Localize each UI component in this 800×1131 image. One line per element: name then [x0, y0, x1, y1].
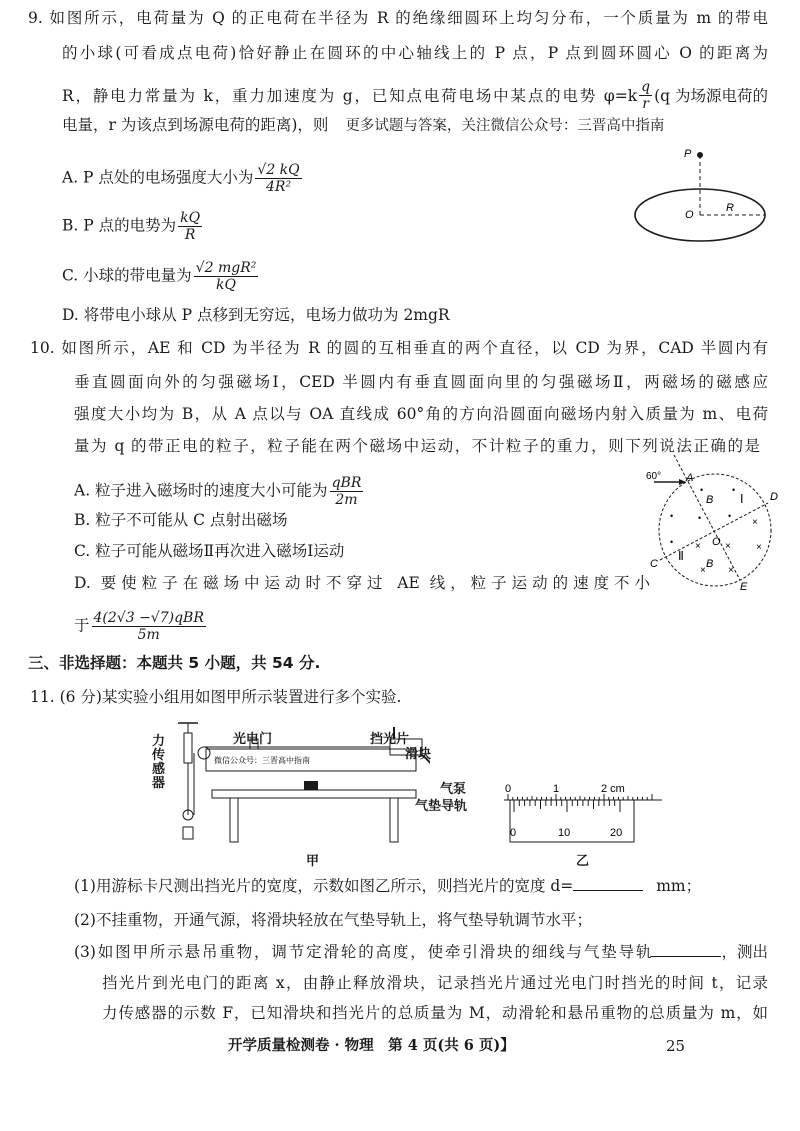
svg-text:•: • — [698, 513, 702, 523]
option-text: A. P 点处的电场强度大小为 — [62, 168, 254, 187]
rail-watermark: 微信公众号：三晋高中指南 — [214, 756, 310, 765]
label-c: C — [650, 558, 658, 570]
option-text: B. P 点的电势为 — [62, 216, 177, 235]
frac-den: 5m — [137, 627, 160, 643]
q10-line-2: 垂直圆面向外的匀强磁场Ⅰ，CED 半圆内有垂直圆面向里的匀强磁场Ⅱ，两磁场的磁感应 — [74, 373, 768, 391]
q10-option-d-cont — [74, 610, 208, 643]
arrow-head — [679, 479, 686, 485]
label-d: D — [770, 491, 778, 503]
unit-mm: mm； — [656, 877, 702, 895]
vernier-tick-label-10: 10 — [558, 827, 571, 839]
frac-den: 2m — [335, 492, 358, 508]
label-b1: B — [706, 494, 714, 506]
main-tick-label-2: 2 cm — [601, 783, 625, 795]
caption-yi: 乙 — [576, 854, 590, 869]
label-r: R — [726, 202, 734, 214]
main-tick-label-0: 0 — [505, 783, 512, 795]
q10-line-3: 强度大小均为 B，从 A 点以与 OA 直线成 60°角的方向沿圆面向磁场内射入质量为 m、电荷 — [74, 405, 768, 423]
table-leg-left — [230, 798, 238, 842]
ring-figure — [630, 145, 780, 245]
svg-text:×: × — [752, 517, 758, 528]
q10-option-c: C. 粒子可能从磁场Ⅱ再次进入磁场Ⅰ运动 — [74, 542, 345, 560]
part-text: (3)如图甲所示悬吊重物，调节定滑轮的高度，使牵引滑块的细线与气垫导轨 — [74, 943, 652, 961]
hanging-weight — [183, 827, 193, 839]
frac-num: √2 kQ — [257, 162, 300, 178]
option-fraction — [330, 475, 364, 508]
option-text: C. 小球的带电量为 — [62, 266, 192, 285]
label-photogate: 光电门 — [233, 732, 273, 747]
option-fraction — [255, 162, 301, 195]
q9-line-3 — [62, 79, 768, 112]
q10-line-1: 10. 如图所示，AE 和 CD 为半径为 R 的圆的互相垂直的两个直径，以 CD 为界，CAD 半圆内有 — [30, 339, 768, 357]
force-sensor-body — [184, 733, 192, 763]
q9-line-2: 的小球(可看成点电荷)恰好静止在圆环的中心轴线上的 P 点，P 点到圆环圆心 O 的距离为 — [62, 44, 768, 62]
q10-option-a — [74, 475, 365, 508]
q9-option-d: D. 将带电小球从 P 点移到无穷远，电场力做功为 2mgR — [62, 306, 450, 324]
answer-blank-parallel[interactable] — [651, 942, 721, 957]
svg-text:×: × — [756, 542, 762, 553]
table-leg-right — [390, 798, 398, 842]
option-text: 于 — [74, 616, 90, 635]
label-shade: 挡光片 — [370, 732, 410, 747]
svg-text:•: • — [728, 511, 732, 521]
frac-num: qBR — [331, 475, 362, 491]
vernier-tick-label-0: 0 — [510, 827, 517, 839]
q10-option-d: D. 要使粒子在磁场中运动时不穿过 AE 线，粒子运动的速度不小 — [74, 574, 650, 592]
q9-line-4-text: 电量，r 为该点到场源电荷的距离)，则 — [62, 116, 329, 134]
label-o: O — [685, 209, 694, 221]
frac-num: √2 mgR² — [195, 260, 257, 276]
frac-den: 4R² — [266, 179, 292, 195]
support-block — [304, 781, 318, 790]
q11-part-1 — [74, 876, 701, 896]
q9-line-3-text: R，静电力常量为 k，重力加速度为 g，已知点电荷电场中某点的电势 φ=k — [62, 86, 638, 105]
phi-fraction — [639, 79, 652, 112]
section-heading: 三、非选择题：本题共 5 小题，共 54 分. — [28, 654, 321, 672]
q11-part-3-line-3: 力传感器的示数 F，已知滑块和挡光片的总质量为 M，动滑轮和悬吊重物的总质量为 m，如 — [102, 1004, 768, 1022]
label-e: E — [740, 581, 748, 593]
caption-jia: 甲 — [306, 854, 320, 869]
frac-den: r — [642, 96, 649, 112]
label-p: P — [684, 148, 692, 160]
option-fraction — [178, 210, 202, 243]
svg-text:•: • — [700, 485, 704, 495]
q11-title: 11. (6 分)某实验小组用如图甲所示装置进行多个实验. — [30, 688, 402, 706]
option-fraction — [92, 610, 206, 643]
field-out-dots — [670, 485, 735, 547]
svg-text:×: × — [725, 541, 731, 552]
q9-line-1: 9. 如图所示，电荷量为 Q 的正电荷在半径为 R 的绝缘细圆环上均匀分布，一个质量为 m 的带电 — [28, 9, 768, 27]
q11-part-3 — [74, 942, 768, 962]
q9-option-c — [62, 260, 260, 293]
label-b2: B — [706, 558, 714, 570]
label-rail: 气垫导轨 — [415, 799, 468, 814]
frac-num: kQ — [180, 210, 201, 226]
svg-text:•: • — [732, 485, 736, 495]
frac-num: q — [641, 79, 651, 95]
magnetic-field-figure — [640, 455, 780, 595]
label-slider: 滑块 — [405, 747, 432, 762]
option-text: A. 粒子进入磁场时的速度大小可能为 — [74, 481, 328, 500]
q10-option-b: B. 粒子不可能从 C 点射出磁场 — [74, 511, 288, 529]
frac-den: kQ — [216, 277, 236, 293]
answer-blank-d[interactable] — [573, 876, 643, 891]
main-scale-ticks — [508, 794, 652, 800]
q9-option-b — [62, 210, 204, 243]
label-o: O — [712, 536, 721, 548]
main-tick-label-1: 1 — [553, 783, 560, 795]
page-number: 25 — [666, 1037, 686, 1055]
svg-text:×: × — [700, 565, 706, 576]
q10-line-4: 量为 q 的带正电的粒子，粒子能在两个磁场中运动，不计粒子的重力，则下列说法正确的是 — [74, 437, 760, 455]
vernier-caliper-figure-yi — [500, 782, 670, 852]
svg-text:•: • — [670, 537, 674, 547]
watermark-text: 更多试题与答案，关注微信公众号：三晋高中指南 — [345, 118, 665, 134]
option-fraction — [194, 260, 259, 293]
field-in-crosses — [695, 517, 762, 576]
label-pump: 气泵 — [440, 782, 467, 797]
diameter-cd — [660, 503, 768, 560]
svg-text:×: × — [728, 565, 734, 576]
svg-text:•: • — [670, 511, 674, 521]
svg-text:×: × — [695, 541, 701, 552]
q9-line-3-tail: (q 为场源电荷的 — [654, 86, 768, 105]
q9-option-a — [62, 162, 304, 195]
q11-part-3-line-2: 挡光片到光电门的距离 x，由静止释放滑块，记录挡光片通过光电门时挡光的时间 t，记录 — [102, 974, 768, 992]
q9-line-4 — [62, 115, 664, 136]
boundary-circle — [659, 474, 771, 586]
point-p — [697, 152, 703, 158]
label-region-1: Ⅰ — [740, 492, 744, 506]
footer-text: 开学质量检测卷 · 物理 第 4 页(共 6 页)】 — [228, 1037, 515, 1054]
label-force-sensor: 力传感器 — [152, 734, 166, 791]
part-text: (1)用游标卡尺测出挡光片的宽度，示数如图乙所示，则挡光片的宽度 d= — [74, 877, 574, 895]
q11-part-2: (2)不挂重物，开通气源，将滑块轻放在气垫导轨上，将气垫导轨调节水平； — [74, 911, 592, 929]
vernier-scale-ticks — [514, 800, 620, 812]
label-a: A — [686, 472, 694, 484]
label-angle: 60° — [646, 471, 662, 482]
table-top — [212, 790, 416, 798]
label-region-2: Ⅱ — [678, 549, 684, 563]
frac-den: R — [184, 227, 196, 243]
vernier-tick-label-20: 20 — [610, 827, 623, 839]
frac-num: 4(2√3 −√7)qBR — [93, 610, 204, 626]
part-suffix: ，测出 — [721, 943, 768, 961]
